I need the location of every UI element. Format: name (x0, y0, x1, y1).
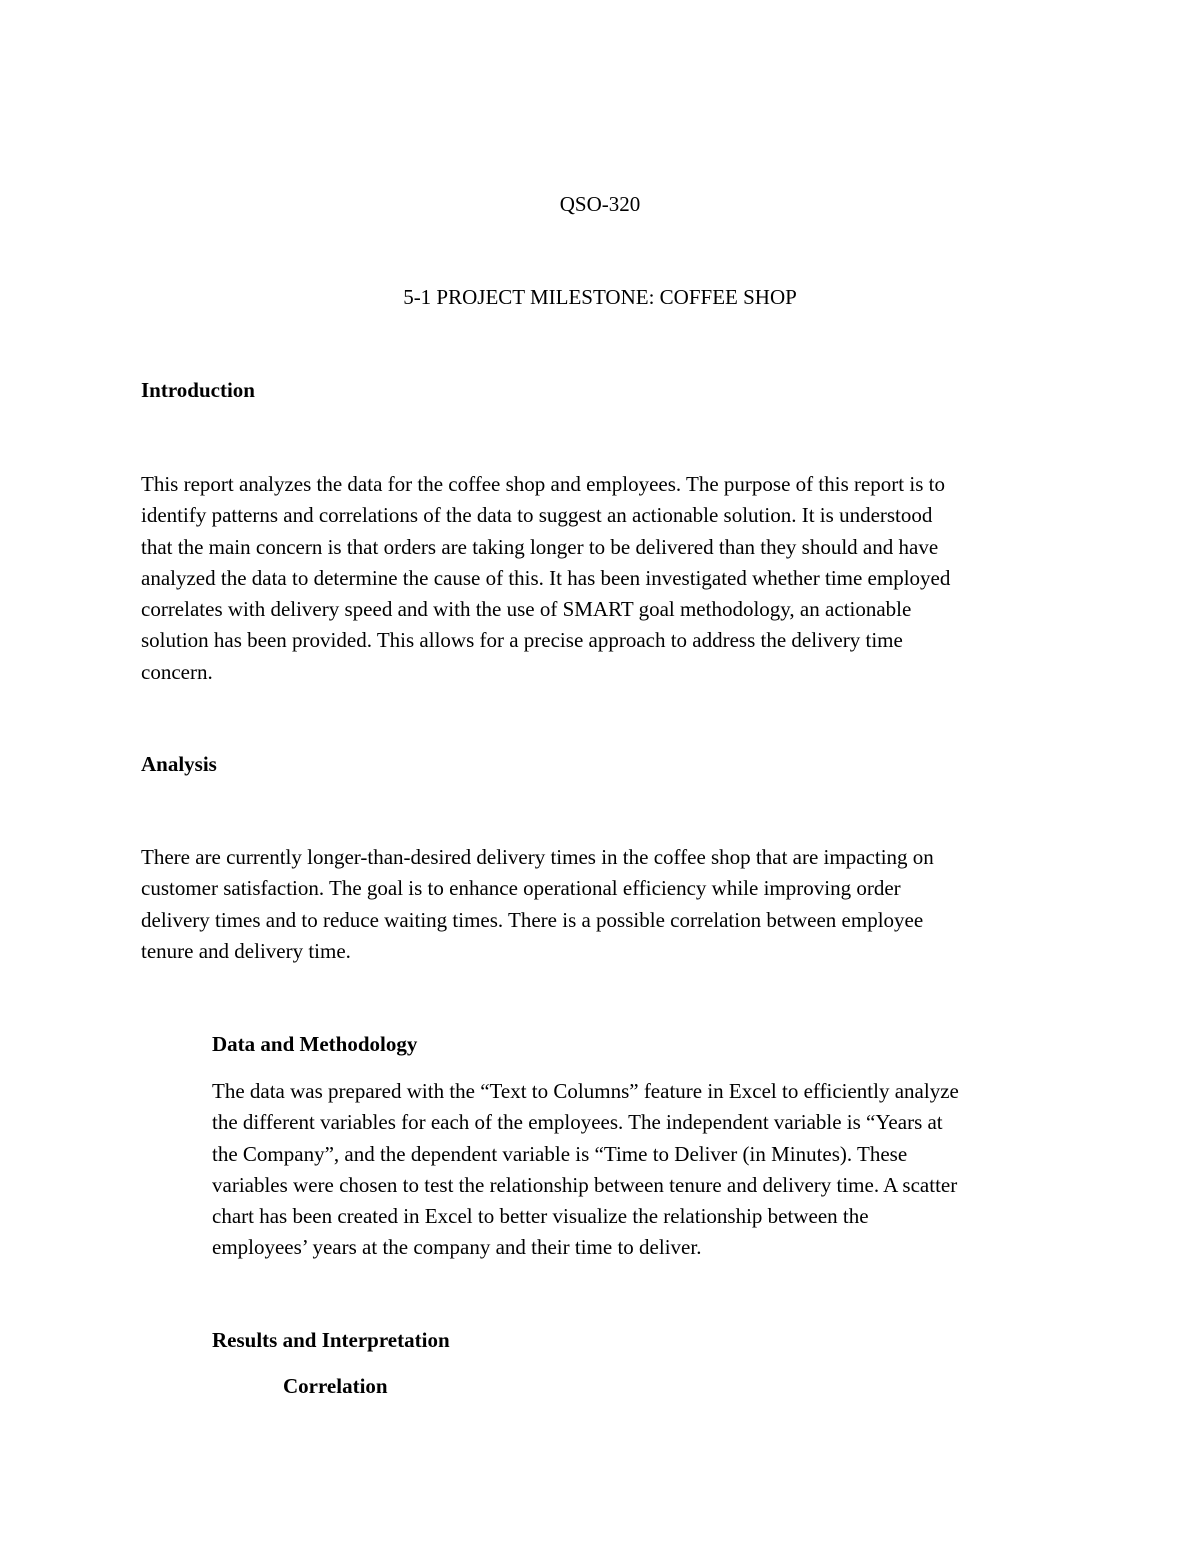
introduction-line: concern. (141, 659, 213, 684)
introduction-heading: Introduction (141, 378, 255, 402)
introduction-line: analyzed the data to determine the cause of this. It has been investigated whether time employed (141, 565, 951, 590)
document-title: 5-1 PROJECT MILESTONE: COFFEE SHOP (403, 285, 797, 309)
analysis-paragraph (141, 842, 934, 967)
correlation-subheading: Correlation (283, 1374, 388, 1398)
introduction-paragraph (141, 469, 950, 688)
introduction-line: correlates with delivery speed and with the use of SMART goal methodology, an actionable (141, 597, 912, 622)
methodology-line: The data was prepared with the “Text to Columns” feature in Excel to efficiently analyze (212, 1079, 959, 1103)
methodology-line: the Company”, and the dependent variable is “Time to Deliver (in Minutes). These (212, 1141, 908, 1166)
methodology-line: the different variables for each of the employees. The independent variable is “Years at (212, 1110, 943, 1135)
results-heading: Results and Interpretation (212, 1328, 450, 1352)
analysis-line: customer satisfaction. The goal is to enhance operational efficiency while improving order (141, 876, 901, 901)
methodology-line: variables were chosen to test the relationship between tenure and delivery time. A scatter (212, 1172, 958, 1197)
methodology-line: chart has been created in Excel to better visualize the relationship between the (212, 1204, 869, 1229)
analysis-heading: Analysis (141, 752, 217, 776)
data-methodology-paragraph (212, 1076, 959, 1264)
introduction-line: This report analyzes the data for the coffee shop and employees. The purpose of this report is to (141, 472, 945, 496)
introduction-line: solution has been provided. This allows for a precise approach to address the delivery time (141, 628, 903, 653)
analysis-line: tenure and delivery time. (141, 938, 351, 963)
introduction-line: identify patterns and correlations of the data to suggest an actionable solution. It is understood (141, 503, 933, 528)
introduction-line: that the main concern is that orders are taking longer to be delivered than they should and have (141, 534, 939, 559)
data-methodology-heading: Data and Methodology (212, 1032, 418, 1056)
methodology-line: employees’ years at the company and their time to deliver. (212, 1235, 702, 1260)
analysis-line: delivery times and to reduce waiting times. There is a possible correlation between employee (141, 907, 924, 932)
course-code: QSO-320 (559, 192, 641, 216)
analysis-line: There are currently longer-than-desired delivery times in the coffee shop that are impacting on (141, 845, 934, 869)
